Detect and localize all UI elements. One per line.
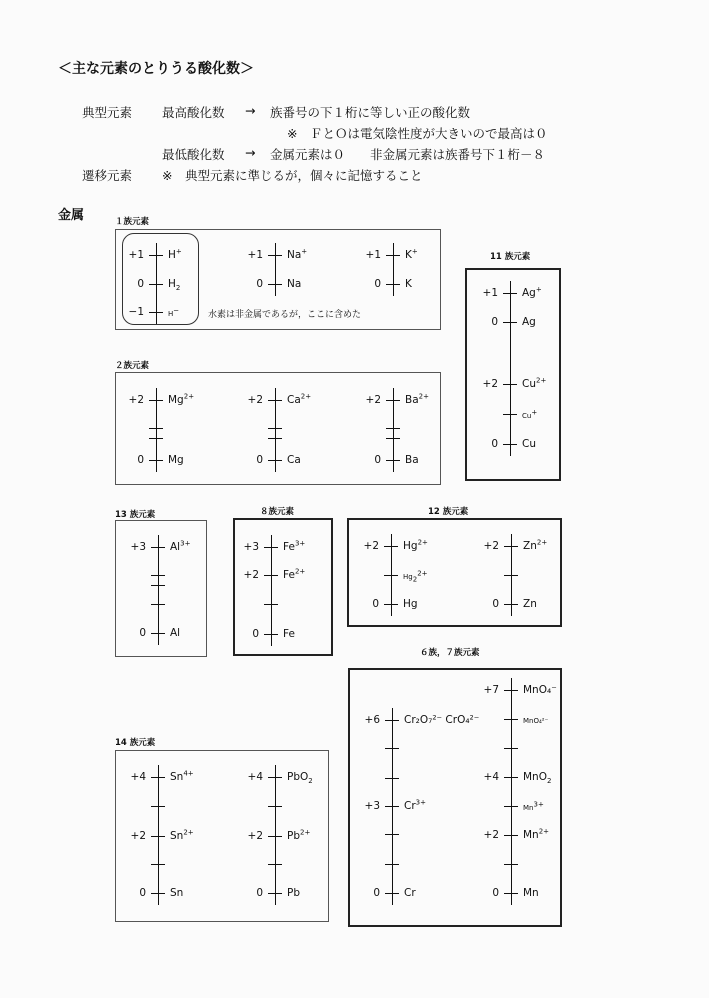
group-label: 12 族元素 [428, 507, 469, 517]
superscript: 2+ [183, 828, 194, 837]
oxidation-number: +6 [364, 714, 380, 726]
tick-mark [268, 428, 282, 429]
tick-mark [268, 777, 282, 778]
axis-line [511, 678, 512, 905]
oxidation-number: 0 [139, 887, 146, 899]
superscript: 4+ [183, 769, 194, 778]
tick-mark [503, 293, 517, 294]
tick-mark [504, 546, 518, 547]
axis-line [510, 281, 511, 456]
axis-line [158, 535, 159, 645]
oxidation-number: +2 [365, 394, 381, 406]
oxidation-number: 0 [372, 598, 379, 610]
species-formula: Fe [283, 541, 295, 553]
species-formula: Mg [168, 454, 184, 466]
species-formula: Cr [404, 887, 416, 899]
oxidation-number: +3 [364, 800, 380, 812]
oxidation-number: 0 [492, 598, 499, 610]
species-label [405, 394, 429, 406]
oxidation-number: 0 [491, 438, 498, 450]
oxidation-number: 0 [373, 887, 380, 899]
tick-mark [503, 384, 517, 385]
tick-mark [151, 777, 165, 778]
species-label [287, 394, 311, 406]
oxidation-number: +2 [483, 540, 499, 552]
oxidation-number: +4 [247, 771, 263, 783]
species-label [523, 715, 548, 727]
species-label [523, 540, 547, 552]
species-label [523, 802, 544, 814]
species-formula: Hg [403, 540, 418, 552]
group-label: ８族元素 [260, 507, 295, 517]
superscript: + [411, 247, 418, 256]
tick-mark [268, 806, 282, 807]
tick-mark [385, 720, 399, 721]
species-label [170, 830, 194, 842]
superscript: 2+ [536, 376, 547, 385]
tick-mark [386, 438, 400, 439]
min-label: 最低酸化数 [162, 147, 225, 162]
tick-mark [264, 547, 278, 548]
tick-mark [151, 864, 165, 865]
species-formula: Fe [283, 628, 295, 640]
superscript: 2+ [536, 538, 548, 547]
species-formula: Zn [523, 598, 537, 610]
species-formula: Cr [404, 800, 416, 812]
tick-mark [151, 893, 165, 894]
species-label [405, 454, 419, 466]
subscript: 2 [175, 284, 181, 293]
tick-mark [504, 748, 518, 749]
species-label [283, 628, 295, 640]
oxidation-number: +2 [483, 829, 499, 841]
species-formula: Hg [403, 573, 413, 581]
oxidation-number: 0 [256, 278, 263, 290]
tick-mark [268, 460, 282, 461]
tick-mark [504, 893, 518, 894]
transition-label: 遷移元素 [82, 168, 133, 183]
superscript: + [301, 247, 308, 256]
tick-mark [386, 428, 400, 429]
species-label [404, 800, 426, 812]
tick-mark [268, 438, 282, 439]
tick-mark [504, 864, 518, 865]
tick-mark [503, 444, 517, 445]
oxidation-number: +1 [365, 249, 381, 261]
tick-mark [503, 414, 517, 415]
group-label: ２族元素 [115, 361, 150, 371]
oxidation-number: +2 [243, 569, 259, 581]
oxidation-number: +2 [363, 540, 379, 552]
oxidation-number: +3 [130, 541, 146, 553]
species-label [287, 249, 307, 261]
species-formula: K [405, 278, 412, 290]
species-formula: Mn [523, 829, 539, 841]
oxidation-number: +1 [482, 287, 498, 299]
species-label [403, 598, 418, 610]
tick-mark [504, 806, 518, 807]
oxidation-number: 0 [492, 887, 499, 899]
tick-mark [504, 690, 518, 691]
oxidation-number: +4 [483, 771, 499, 783]
oxidation-number: 0 [374, 454, 381, 466]
oxidation-number: 0 [256, 887, 263, 899]
arrow: → [245, 145, 256, 160]
species-label [404, 714, 479, 726]
species-label [170, 627, 180, 639]
species-label [403, 571, 428, 583]
species-label [523, 829, 549, 841]
oxidation-number: 0 [491, 316, 498, 328]
oxidation-number: 0 [252, 628, 259, 640]
species-label [405, 249, 418, 261]
species-label [404, 887, 416, 899]
tick-mark [268, 400, 282, 401]
oxidation-number: +7 [483, 684, 499, 696]
species-formula: PbO [287, 771, 309, 783]
species-label [523, 771, 552, 786]
species-label [287, 887, 300, 899]
tick-mark [385, 893, 399, 894]
species-formula: Ba [405, 394, 419, 406]
section-title: 金属 [58, 208, 85, 223]
species-label [522, 438, 536, 450]
tick-mark [151, 585, 165, 586]
tick-mark [151, 575, 165, 576]
species-formula: Cr₂O₇²⁻ CrO₄²⁻ [404, 714, 480, 726]
tick-mark [268, 255, 282, 256]
arrow: → [245, 103, 256, 118]
tick-mark [386, 460, 400, 461]
species-label [523, 887, 539, 899]
species-label [168, 278, 181, 293]
superscript: − [173, 306, 180, 315]
species-formula: Cu [522, 438, 536, 450]
species-label [405, 278, 412, 290]
tick-mark [384, 575, 398, 576]
superscript: 3+ [294, 539, 306, 548]
tick-mark [264, 604, 278, 605]
tick-mark [385, 806, 399, 807]
superscript: 2+ [300, 828, 311, 837]
species-formula: K [405, 249, 412, 261]
superscript: 2+ [417, 538, 428, 547]
oxidation-number: +1 [247, 249, 263, 261]
axis-line [271, 535, 272, 646]
page-title: ＜主な元素のとりうる酸化数＞ [58, 61, 254, 77]
superscript: + [535, 285, 542, 294]
oxidation-number: +2 [128, 394, 144, 406]
tick-mark [385, 748, 399, 749]
subscript: 2 [546, 777, 552, 786]
oxidation-number: +3 [243, 541, 259, 553]
superscript: 2+ [183, 392, 195, 401]
species-formula: Pb [287, 887, 300, 899]
species-formula: Mn [523, 804, 534, 812]
oxidation-number: +2 [482, 378, 498, 390]
superscript: 2+ [538, 827, 550, 836]
species-formula: Al [170, 541, 181, 553]
species-formula: Sn [170, 830, 184, 842]
tick-mark [149, 460, 163, 461]
tick-mark [504, 575, 518, 576]
oxidation-number: 0 [139, 627, 146, 639]
species-formula: Na [287, 249, 302, 261]
oxidation-number: −1 [128, 306, 144, 318]
species-formula: MnO [523, 771, 547, 783]
tick-mark [149, 438, 163, 439]
oxidation-number: +2 [247, 394, 263, 406]
axis-line [275, 243, 276, 296]
species-label [403, 540, 428, 552]
species-formula: Mg [168, 394, 184, 406]
species-formula: Hg [403, 598, 418, 610]
oxidation-number: 0 [256, 454, 263, 466]
tick-mark [503, 322, 517, 323]
tick-mark [149, 255, 163, 256]
group1-note: 水素は非金属であるが，ここに含めた [208, 310, 362, 320]
superscript: 2+ [300, 392, 312, 401]
tick-mark [384, 604, 398, 605]
transition-note: ※ 典型元素に準じるが，個々に記憶すること [162, 168, 423, 183]
subscript: 2 [412, 575, 418, 584]
tick-mark [385, 778, 399, 779]
tick-mark [386, 255, 400, 256]
tick-mark [385, 834, 399, 835]
tick-mark [268, 836, 282, 837]
tick-mark [151, 806, 165, 807]
group-label: 14 族元素 [115, 738, 156, 748]
tick-mark [268, 284, 282, 285]
oxidation-number: +2 [130, 830, 146, 842]
species-label [523, 598, 537, 610]
species-formula: Ca [287, 454, 301, 466]
species-formula: H [168, 278, 176, 290]
superscript: 2+ [418, 392, 429, 401]
species-label [287, 454, 301, 466]
species-label [523, 684, 557, 696]
tick-mark [264, 634, 278, 635]
superscript: + [175, 247, 182, 256]
species-formula: Ba [405, 454, 419, 466]
tick-mark [149, 400, 163, 401]
tick-mark [149, 428, 163, 429]
tick-mark [386, 284, 400, 285]
species-label [283, 569, 305, 581]
species-formula: Ag [522, 287, 536, 299]
tick-mark [151, 547, 165, 548]
typical-label: 典型元素 [82, 105, 133, 120]
max-rule: 族番号の下１桁に等しい正の酸化数 [270, 105, 471, 120]
species-label [283, 541, 305, 553]
species-formula: Al [170, 627, 181, 639]
oxidation-number: +4 [130, 771, 146, 783]
species-formula: Ca [287, 394, 301, 406]
superscript: + [531, 408, 538, 417]
oxidation-number: +2 [247, 830, 263, 842]
species-label [168, 454, 184, 466]
superscript: 3+ [180, 539, 191, 548]
species-formula: MnO₄⁻ [523, 684, 557, 696]
tick-mark [149, 284, 163, 285]
tick-mark [504, 777, 518, 778]
species-label [522, 287, 542, 299]
species-formula: Cu [522, 412, 532, 420]
species-label [170, 887, 183, 899]
group12-box [347, 518, 562, 627]
oxidation-number: 0 [137, 278, 144, 290]
tick-mark [504, 604, 518, 605]
tick-mark [504, 719, 518, 720]
tick-mark [151, 604, 165, 605]
axis-line [393, 243, 394, 296]
species-label [522, 410, 537, 422]
oxidation-number: +1 [128, 249, 144, 261]
tick-mark [384, 546, 398, 547]
max-label: 最高酸化数 [162, 105, 225, 120]
species-label [170, 771, 194, 783]
tick-mark [386, 400, 400, 401]
species-formula: Fe [283, 569, 295, 581]
species-formula: H [168, 249, 176, 261]
species-formula: Mn [523, 887, 539, 899]
min-rule: 金属元素は０ 非金属元素は族番号下１桁－８ [270, 147, 546, 162]
superscript: 3+ [415, 798, 426, 807]
oxidation-number: 0 [374, 278, 381, 290]
species-label [522, 378, 546, 390]
species-label [168, 308, 179, 320]
species-formula: Zn [523, 540, 537, 552]
species-formula: Sn [170, 887, 184, 899]
group-label: 11 族元素 [490, 252, 531, 262]
tick-mark [264, 575, 278, 576]
group-label: ６族，７族元素 [420, 648, 480, 658]
species-formula: Cu [522, 378, 536, 390]
species-label [287, 830, 310, 842]
superscript: 2+ [294, 567, 306, 576]
species-label [168, 394, 194, 406]
group-label: 13 族元素 [115, 510, 156, 520]
species-formula: Pb [287, 830, 300, 842]
species-label [168, 249, 182, 261]
species-label [287, 278, 301, 290]
species-formula: Ag [522, 316, 536, 328]
tick-mark [504, 835, 518, 836]
tick-mark [385, 864, 399, 865]
species-formula: Sn [170, 771, 184, 783]
axis-line [275, 765, 276, 905]
tick-mark [151, 836, 165, 837]
superscript: 2+ [417, 569, 428, 578]
max-note: ※ ＦとＯは電気陰性度が大きいので最高は０ [287, 126, 548, 141]
tick-mark [268, 864, 282, 865]
species-formula: H [168, 310, 174, 318]
subscript: 2 [308, 777, 313, 786]
species-formula: Na [287, 278, 302, 290]
species-label [170, 541, 190, 553]
group-label: １族元素 [115, 217, 150, 227]
tick-mark [149, 312, 163, 313]
species-label [287, 771, 313, 786]
species-formula: MnO₄²⁻ [523, 717, 549, 725]
species-label [522, 316, 536, 328]
superscript: 3+ [533, 800, 544, 809]
tick-mark [151, 633, 165, 634]
tick-mark [268, 893, 282, 894]
oxidation-number: 0 [137, 454, 144, 466]
axis-line [158, 765, 159, 905]
